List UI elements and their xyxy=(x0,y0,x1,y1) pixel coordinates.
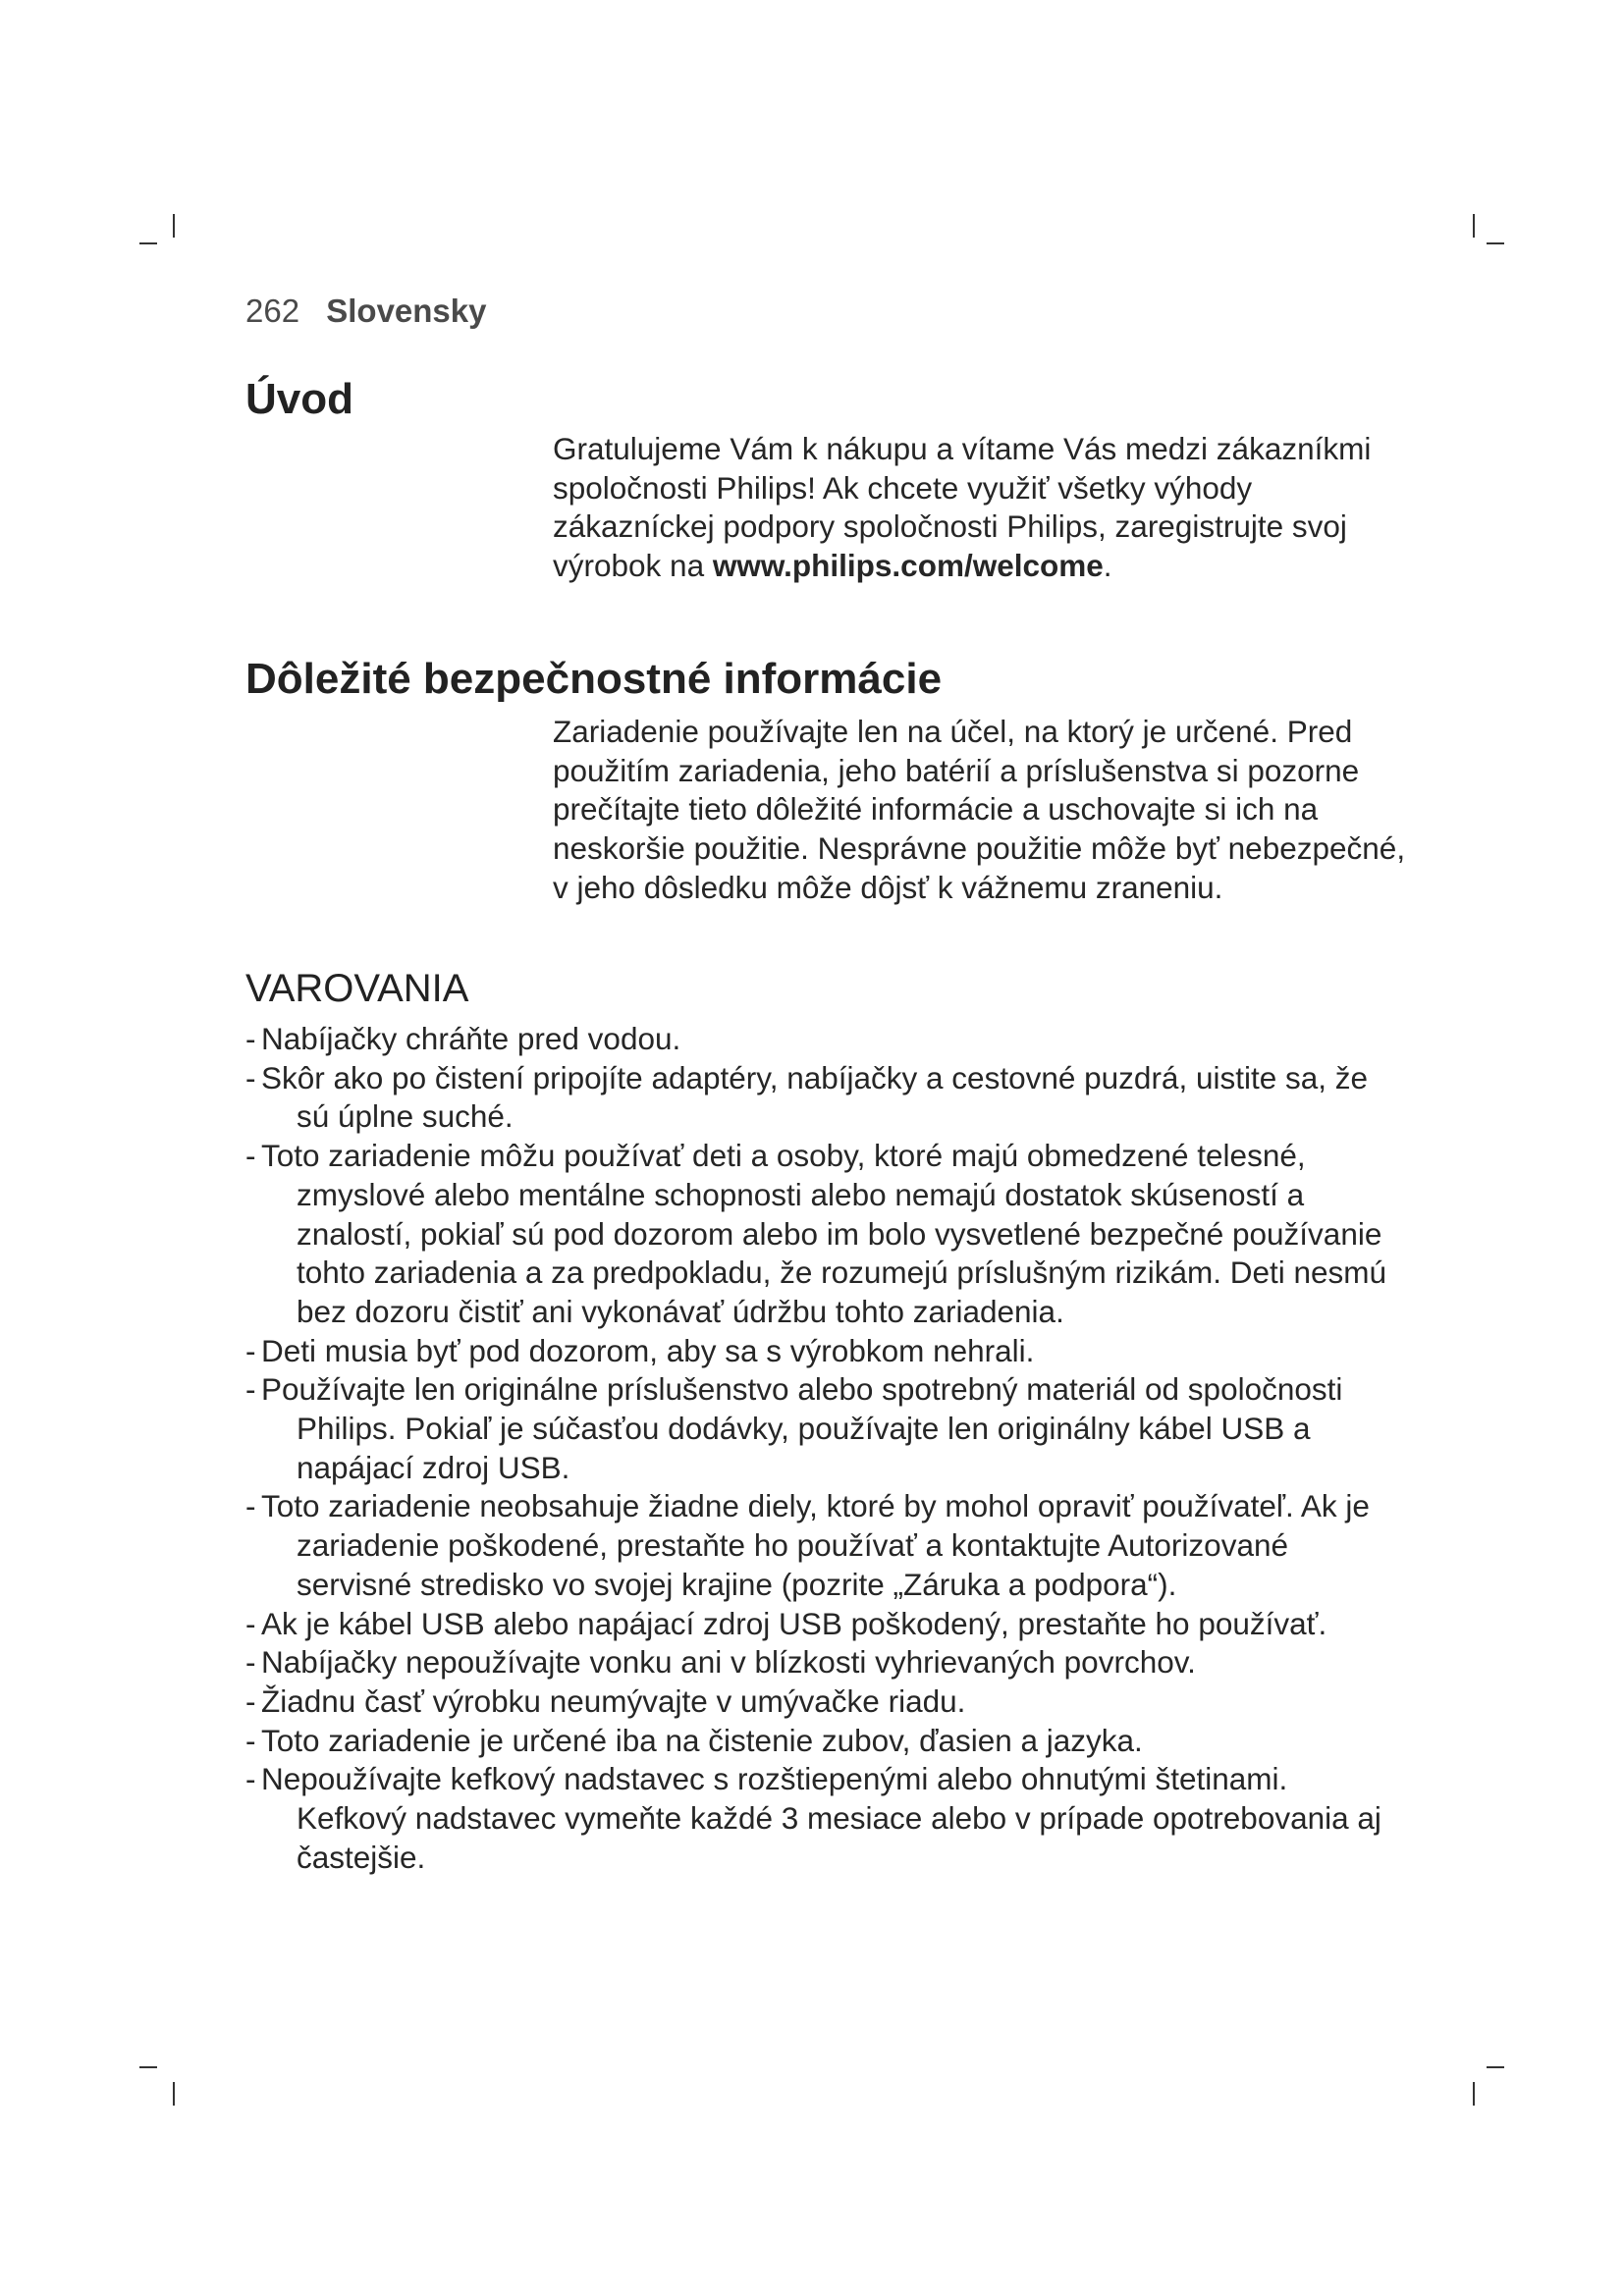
list-item: - Toto zariadenie neobsahuje žiadne diely, ktoré by mohol opraviť používateľ. Ak je zariadenie poškodené, prestaňte ho používať a kontaktujte Autorizované servisné stredisko vo svojej krajine (pozrite „Záruka a podpora“). xyxy=(245,1487,1389,1604)
crop-mark-bottom-right xyxy=(1487,2066,1504,2068)
list-item: - Nepoužívajte kefkový nadstavec s rozštiepenými alebo ohnutými štetinami. Kefkový nadstavec vymeňte každé 3 mesiace alebo v prípade opotrebovania aj častejšie. xyxy=(245,1760,1389,1877)
list-item: - Toto zariadenie môžu používať deti a osoby, ktoré majú obmedzené telesné, zmyslové alebo mentálne schopnosti alebo nemajú dostatok skúseností a znalostí, pokiaľ sú pod dozorom alebo im bolo vysvetlené bezpečné používanie tohto zariadenia a za predpokladu, že rozumejú príslušným rizikám. Deti nesmú bez dozoru čistiť ani vykonávať údržbu tohto zariadenia. xyxy=(245,1137,1389,1332)
crop-mark-top-left xyxy=(173,214,175,238)
intro-text: Gratulujeme Vám k nákupu a vítame Vás medzi zákazníkmi spoločnosti Philips! Ak chcete využiť všetky výhody zákazníckej podpory spoločnosti Philips, zaregistrujte svoj výrobok na xyxy=(553,431,1372,584)
list-item: - Nabíjačky nepoužívajte vonku ani v blízkosti vyhrievaných povrchov. xyxy=(245,1643,1389,1682)
list-item: - Toto zariadenie je určené iba na čistenie zubov, ďasien a jazyka. xyxy=(245,1722,1389,1761)
crop-mark-top-right xyxy=(1473,214,1475,238)
list-item: - Používajte len originálne príslušenstvo alebo spotrebný materiál od spoločnosti Philips. Pokiaľ je súčasťou dodávky, používajte len originálny kábel USB a napájací zdroj USB. xyxy=(245,1370,1389,1487)
list-item: - Deti musia byť pod dozorom, aby sa s výrobkom nehrali. xyxy=(245,1332,1389,1371)
warnings-heading: VAROVANIA xyxy=(245,967,469,1010)
list-item: - Žiadnu časť výrobku neumývajte v umývačke riadu. xyxy=(245,1682,1389,1722)
intro-heading: Úvod xyxy=(245,375,353,423)
safety-heading: Dôležité bezpečnostné informácie xyxy=(245,655,943,703)
page-header xyxy=(245,293,487,330)
list-item: - Nabíjačky chráňte pred vodou. xyxy=(245,1020,1389,1059)
crop-mark-bottom-right xyxy=(1473,2082,1475,2106)
crop-mark-top-right xyxy=(1487,242,1504,244)
intro-link-suffix: . xyxy=(1103,548,1112,584)
page-language: Slovensky xyxy=(326,293,487,329)
page-number: 262 xyxy=(245,293,300,329)
list-item: - Skôr ako po čistení pripojíte adaptéry, nabíjačky a cestovné puzdrá, uistite sa, že sú úplne suché. xyxy=(245,1059,1389,1137)
safety-paragraph: Zariadenie používajte len na účel, na ktorý je určené. Pred použitím zariadenia, jeho batérií a príslušenstva si pozorne prečítajte tieto dôležité informácie a uschovajte si ich na neskoršie použitie. Nesprávne použitie môže byť nebezpečné, v jeho dôsledku môže dôjsť k vážnemu zraneniu. xyxy=(553,714,1406,905)
crop-mark-top-left xyxy=(139,242,157,244)
welcome-link[interactable]: www.philips.com/welcome xyxy=(712,548,1104,584)
crop-mark-bottom-left xyxy=(173,2082,175,2106)
intro-paragraph xyxy=(553,430,1407,586)
warnings-list xyxy=(245,1020,1389,1877)
crop-mark-bottom-left xyxy=(139,2066,157,2068)
list-item: - Ak je kábel USB alebo napájací zdroj USB poškodený, prestaňte ho používať. xyxy=(245,1605,1389,1644)
